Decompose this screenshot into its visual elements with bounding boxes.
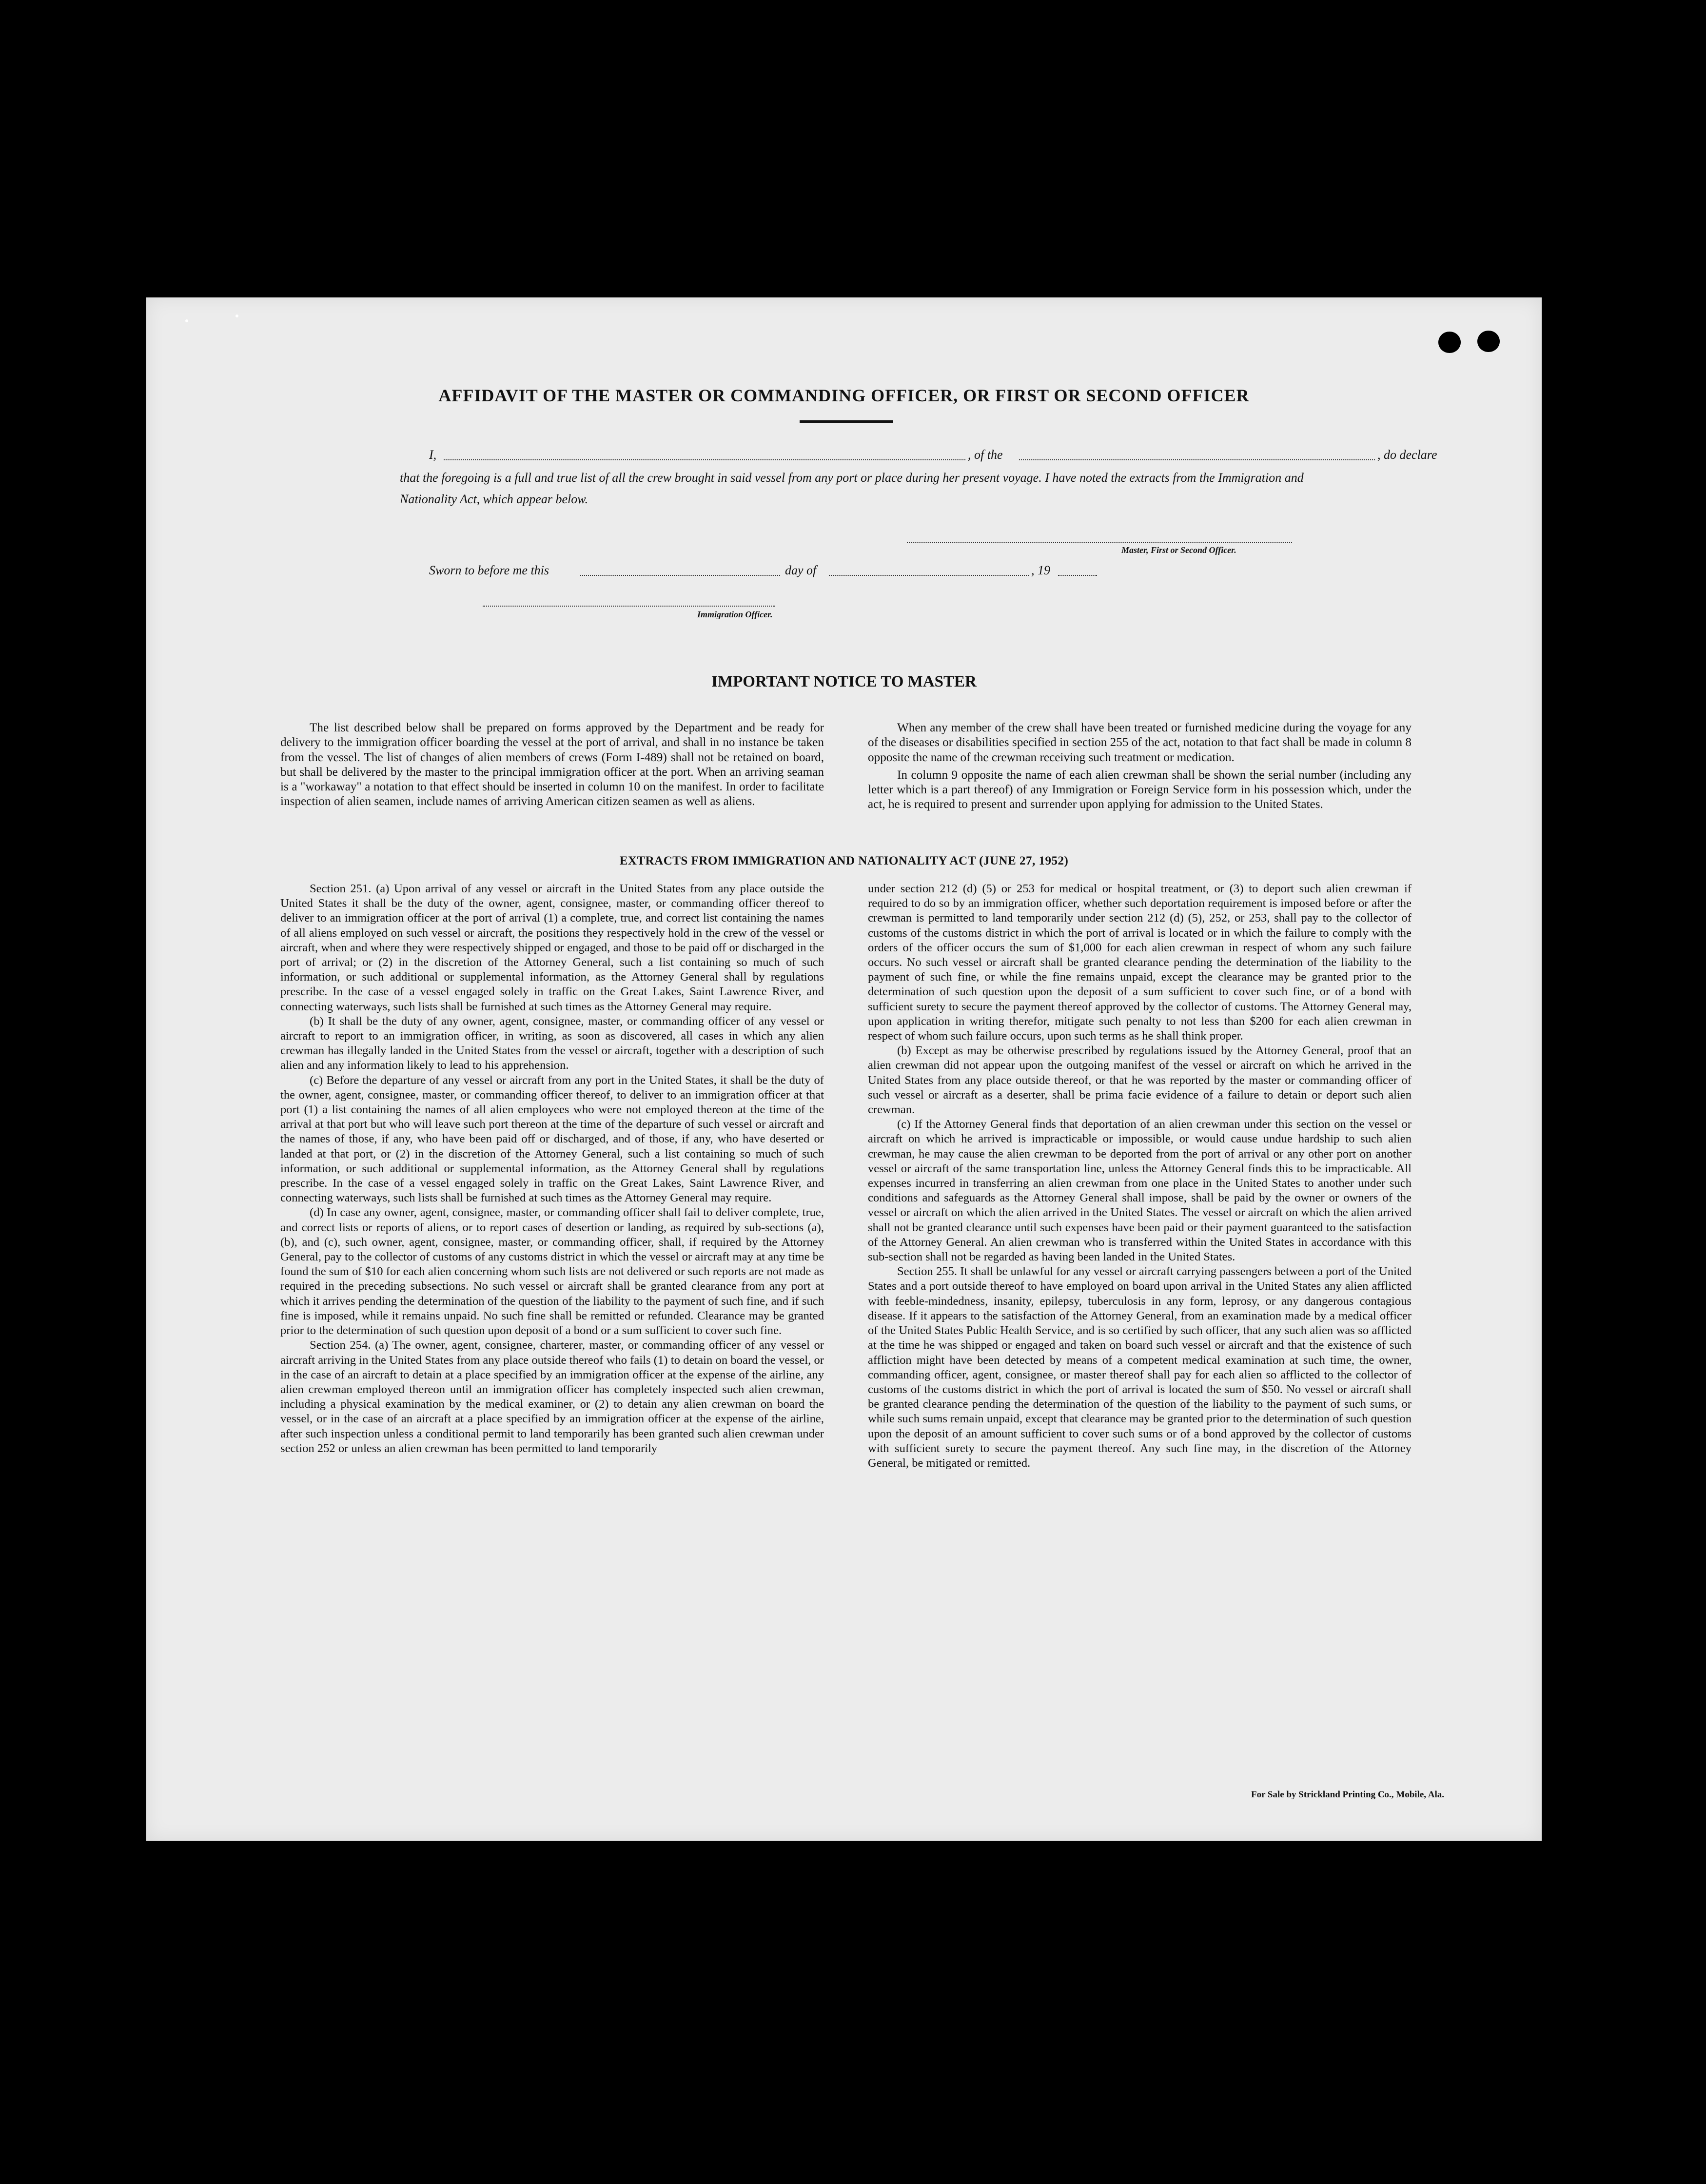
name-field[interactable] [444, 448, 965, 460]
notice-right-paragraphs [868, 721, 1412, 815]
sworn-month-field[interactable] [829, 563, 1029, 576]
master-caption: Master, First or Second Officer. [1121, 545, 1236, 555]
document-page [146, 297, 1542, 1841]
notice-left-paragraph [280, 721, 824, 812]
extract-paragraph: Section 255. It shall be unlawful for any vessel or aircraft carrying passengers between a port of the United States and a port outside thereof to have employed on board upon arrival in the United States any alien afflicted with feeble-mindedness, insanity, epilepsy, tuberculosis in any form, leprosy, or any dangerous contagious disease. If it appears to the satisfaction of the Attorney General, from an examination made by a medical officer of the United States Public Health Service, and is so certified by such officer, that any such alien was so afflicted at the time he was shipped or engaged and taken on board such vessel or aircraft and that the existence of such affliction might have been detected by means of a competent medical examination at such time, the owner, commanding officer, agent, consignee, or master thereof shall pay for each alien so afflicted to the collector of customs of the customs district in which the port of arrival is located the sum of $50. No vessel or aircraft shall be granted clearance pending the determination of the question of the liability to the payment of such sums, or while such sums remain unpaid, except that clearance may be granted prior to the determination of such question upon the deposit of an amount sufficient to cover such sums or of a bond approved by the collector of customs with sufficient surety to secure the payment thereof. Any such fine may, in the discretion of the Attorney General, be mitigated or remitted. [868, 1265, 1412, 1470]
punch-hole [1438, 332, 1461, 353]
affidavit-do-declare: , do declare [1377, 448, 1437, 462]
title-rule [800, 420, 893, 423]
affidavit-title: AFFIDAVIT OF THE MASTER OR COMMANDING OFFICER, OR FIRST OR SECOND OFFICER [438, 386, 1250, 405]
year-label: , 19 [1031, 563, 1050, 577]
sworn-label: Sworn to before me this [429, 563, 549, 577]
affidavit-declaration: that the foregoing is a full and true list of all the crew brought in said vessel from any port or place during her present voyage. I have noted the extracts from the Immigration and Nationality Act, which appear below. [400, 471, 1304, 506]
notice-title: IMPORTANT NOTICE TO MASTER [711, 673, 977, 690]
master-signature-line[interactable] [907, 542, 1292, 543]
extracts-left-column [280, 882, 824, 1456]
printer-footer: For Sale by Strickland Printing Co., Mobile, Ala. [1251, 1790, 1444, 1800]
extract-paragraph: (c) If the Attorney General finds that deportation of an alien crewman under this section on the vessel or aircraft on which he arrived is impracticable or impossible, or would cause undue hardship to such alien crewman, he may cause the alien crewman to be deported from the port of arrival or any other port on another vessel or aircraft of the same transportation line, unless the Attorney General finds this to be impracticable. All expenses incurred in transferring an alien crewman from one place in the United States to another under such conditions and safeguards as the Attorney General shall impose, shall be paid by the owner or owners of the vessel or aircraft on which the alien arrived in the United States. The vessel or aircraft on which the alien arrived shall not be granted clearance until such expenses have been paid or their payment guaranteed to the satisfaction of the Attorney General. An alien crewman who is transferred within the United States in accordance with this sub-section shall not be regarded as having been landed in the United States. [868, 1118, 1412, 1264]
punch-hole [1477, 331, 1500, 352]
notice-right-text-2: In column 9 opposite the name of each alien crewman shall be shown the serial number (including any letter which is a part thereof) of any Immigration or Foreign Service form in his possession which, under the act, he is required to present and surrender upon applying for admission to the United States. [868, 768, 1412, 811]
affidavit-of-the: , of the [968, 448, 1003, 462]
extract-paragraph: (d) In case any owner, agent, consignee, master, or commanding officer shall fail to deliver complete, true, and correct lists or reports of aliens, or to report cases of desertion or landing, as required by sub-sections (a), (b), and (c), such owner, agent, consignee, master, or commanding officer, shall, if required by the Attorney General, pay to the collector of customs of any customs district in which the vessel or aircraft may at any time be found the sum of $10 for each alien concerning whom such lists are not delivered or such reports are not made as required in the preceding subsections. No such vessel or aircraft shall be granted clearance from any port at which it arrives pending the determination of the question of the liability to the payment of such fine, and if such fine is imposed, while it remains unpaid. No such fine shall be remitted or refunded. Clearance may be granted prior to the determination of such question upon deposit of a bond or a sum sufficient to cover such fine. [280, 1206, 824, 1338]
extract-paragraph: Section 251. (a) Upon arrival of any vessel or aircraft in the United States from any place outside the United States it shall be the duty of the owner, agent, consignee, master, or commanding officer thereof to deliver to an immigration officer at the port of arrival (1) a complete, true, and correct list containing the names of all aliens employed on such vessel or aircraft, the positions they respectively hold in the crew of the vessel or aircraft, when and where they were respectively shipped or engaged, and those to be paid off or discharged in the port of arrival; or (2) in the discretion of the Attorney General, such a list containing so much of such information, or such additional or supplemental information, as the Attorney General shall by regulations prescribe. In the case of a vessel engaged solely in traffic on the Great Lakes, Saint Lawrence River, and connecting waterways, such lists shall be furnished at such times as the Attorney General may require. [280, 882, 824, 1013]
extracts-right-column [868, 882, 1412, 1471]
notice-left-text: The list described below shall be prepared on forms approved by the Department and be ready for delivery to the immigration officer boarding the vessel at the port of arrival, and shall in no instance be taken from the vessel. The list of changes of alien members of crews (Form I-489) shall not be retained on board, but shall be delivered by the master to the principal immigration officer at the port. When an arriving seaman is a "workaway" a notation to that effect should be inserted in column 10 on the manifest. In order to facilitate inspection of alien seamen, include names of arriving American citizen seamen as well as aliens. [280, 721, 824, 808]
scan-speck [185, 319, 188, 322]
extract-paragraph: (b) Except as may be otherwise prescribed by regulations issued by the Attorney General, proof that an alien crewman did not appear upon the outgoing manifest of the vessel or aircraft on which he arrived in the United States from any place outside thereof, or that he was reported by the master or commanding officer of such vessel or aircraft as a deserter, shall be prima facie evidence of a failure to detain or deport such alien crewman. [868, 1044, 1412, 1117]
vessel-field[interactable] [1019, 448, 1375, 460]
officer-signature-line[interactable] [483, 606, 775, 607]
scan-speck [235, 315, 238, 317]
extracts-title: EXTRACTS FROM IMMIGRATION AND NATIONALITY ACT (JUNE 27, 1952) [619, 854, 1069, 867]
sworn-year-field[interactable] [1058, 563, 1097, 576]
extract-paragraph: Section 254. (a) The owner, agent, consignee, charterer, master, or commanding officer of any vessel or aircraft arriving in the United States from any place outside thereof who fails (1) to detain on board the vessel, or in the case of an aircraft to detain at a place specified by an immigration officer at the expense of the airline, any alien crewman employed thereon until an immigration officer has completely inspected such alien crewman, including a physical examination by the medical examiner, or (2) to detain any alien crewman on board the vessel, or in the case of an aircraft at a place specified by an immigration officer at the expense of the airline, after such inspection unless a conditional permit to land temporarily has been granted such alien crewman under section 252 or unless an alien crewman has been permitted to land temporarily [280, 1338, 824, 1455]
sworn-day-field[interactable] [580, 563, 780, 576]
extract-paragraph: under section 212 (d) (5) or 253 for medical or hospital treatment, or (3) to deport such alien crewman if required to do so by an immigration officer, whether such deportation requirement is imposed before or after the crewman is permitted to land temporarily under section 212 (d) (5), 252, or 253, shall pay to the collector of customs of the customs district in which the port of arrival is located or in which the failure to comply with the orders of the officer occurs the sum of $1,000 for each alien crewman in respect of whom any such failure occurs. No such vessel or aircraft shall be granted clearance pending the determination of the liability to the payment of such fine, or while the fine remains unpaid, except the clearance may be granted prior to the determination of such question upon the deposit of a sum sufficient to cover such fine, or of a bond with sufficient surety to secure the payment thereof approved by the collector of customs. The Attorney General may, upon application in writing therefor, mitigate such penalty to not less than $200 for each alien crewman in respect of whom such failure occurs, upon such terms as he shall think proper. [868, 882, 1412, 1043]
notice-right-text-1: When any member of the crew shall have been treated or furnished medicine during the voyage for any of the diseases or disabilities specified in section 255 of the act, notation to that fact shall be made in column 8 opposite the name of the crewman receiving such treatment or medication. [868, 721, 1412, 764]
affidavit-i: I, [429, 448, 437, 462]
extract-paragraph: (b) It shall be the duty of any owner, agent, consignee, master, or commanding officer of any vessel or aircraft to report to an immigration officer, in writing, as soon as discovered, all cases in which any alien crewman has illegally landed in the United States from the vessel or aircraft, together with a description of such alien and any information likely to lead to his apprehension. [280, 1014, 824, 1072]
day-of-label: day of [785, 563, 817, 577]
officer-caption: Immigration Officer. [697, 610, 773, 619]
extract-paragraph: (c) Before the departure of any vessel or aircraft from any port in the United States, it shall be the duty of the owner, agent, consignee, master, or commanding officer thereof, to deliver to an immigration officer at that port (1) a list containing the names of all alien employees who were not employed thereon at the time of the arrival at that port but who will leave such port thereon at the time of the departure of such vessel or aircraft and the names of those, if any, who have been paid off or discharged, and of those, if any, who have deserted or landed at that port, or (2) in the discretion of the Attorney General, such a list containing so much of such information, or such additional or supplemental information, as the Attorney General shall by regulations prescribe. In the case of a vessel engaged solely in traffic on the Great Lakes, Saint Lawrence River, and connecting waterways, such lists shall be furnished at such times as the Attorney General may require. [280, 1073, 824, 1205]
